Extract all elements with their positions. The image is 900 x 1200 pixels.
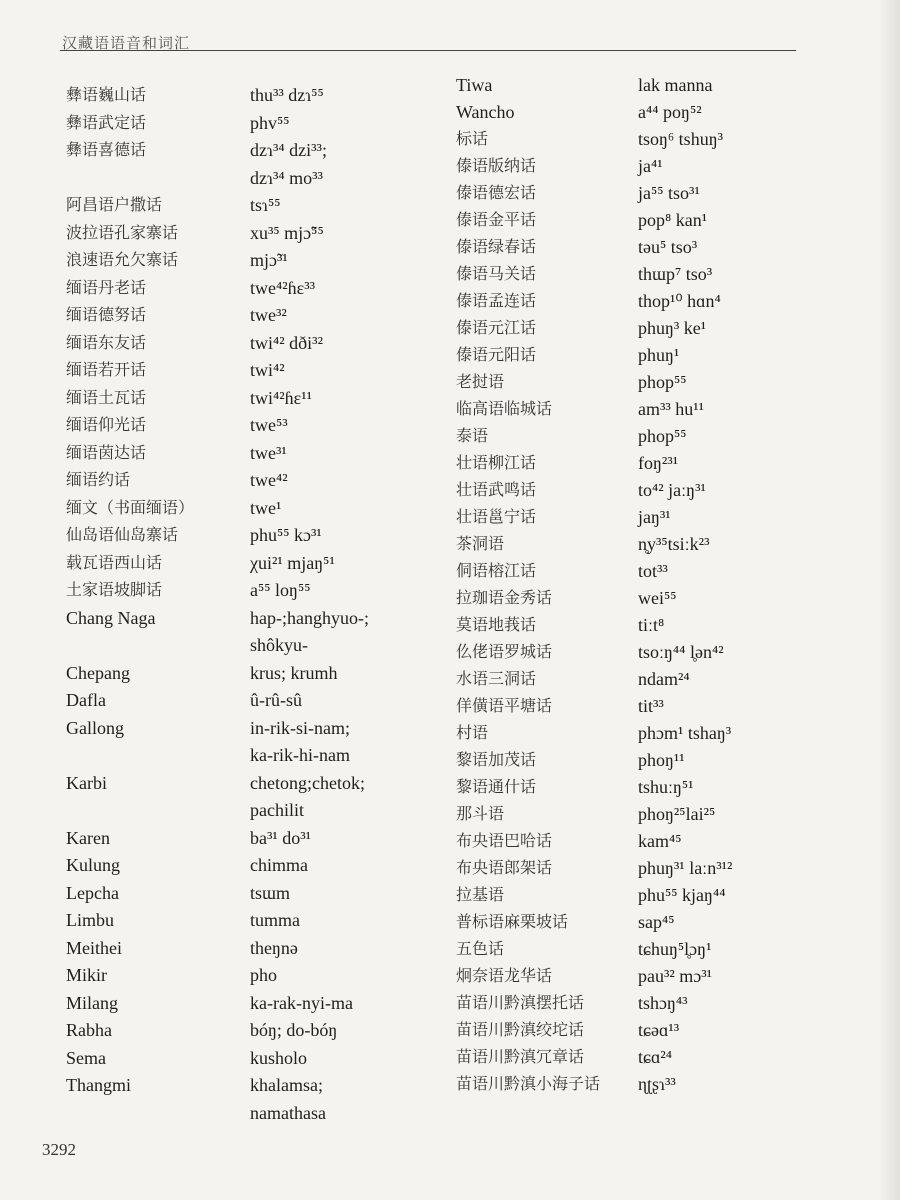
language-name: 水语三洞话 — [456, 669, 537, 688]
word-form: bóŋ; do-bóŋ — [250, 1020, 338, 1040]
language-name: 老挝语 — [456, 372, 505, 391]
language-name: 标话 — [456, 129, 489, 148]
word-form: am³³ hu¹¹ — [638, 399, 705, 419]
word-form: to⁴² jaːŋ³¹ — [638, 480, 706, 500]
word-form: tit³³ — [638, 696, 664, 716]
word-form: tsoŋ⁶ tshuŋ³ — [638, 129, 723, 149]
word-form: tshuːŋ⁵¹ — [638, 777, 694, 797]
word-form: tɕhuŋ⁵l̥ɔŋ¹ — [638, 939, 712, 959]
language-name: Karen — [66, 827, 110, 848]
language-name: Meithei — [66, 937, 122, 958]
language-name: Chepang — [66, 662, 130, 683]
language-name: 缅语丹老话 — [66, 277, 147, 297]
language-name: 土家语坡脚话 — [66, 580, 163, 599]
word-form: pho — [250, 965, 277, 985]
language-name: 傣语元阳话 — [456, 345, 537, 364]
word-form: ja⁴¹ — [638, 156, 663, 176]
language-name: 黎语加茂话 — [456, 750, 537, 769]
language-name: 壮语武鸣话 — [456, 480, 537, 499]
word-form: tsɿ⁵⁵ — [250, 195, 281, 215]
language-name: 彝语喜德话 — [66, 140, 147, 159]
language-name: 傣语德宏话 — [456, 183, 537, 202]
word-form: krus; krumh — [250, 662, 338, 683]
word-form: thu³³ dzɿ⁵⁵ — [250, 85, 324, 105]
language-name: Chang Naga — [66, 607, 156, 628]
word-form: twi⁴²ɦɛ¹¹ — [250, 387, 313, 408]
language-name: 缅语德努话 — [66, 305, 147, 324]
language-name: 茶洞语 — [456, 534, 505, 553]
language-name: 苗语川黔滇摆托话 — [456, 993, 585, 1012]
page-edge-shadow — [878, 0, 900, 1200]
language-name: Limbu — [66, 910, 114, 930]
word-form: pau³² mɔ³¹ — [638, 966, 713, 986]
language-name: 缅语仰光话 — [66, 415, 147, 434]
language-name: 壮语柳江话 — [456, 453, 537, 472]
language-name: 傣语版纳话 — [456, 156, 537, 175]
language-name: 阿昌语户撒话 — [66, 195, 163, 214]
word-form: tshɔŋ⁴³ — [638, 993, 688, 1013]
language-name: 缅语土瓦话 — [66, 387, 147, 407]
language-name: 傣语孟连话 — [456, 291, 537, 310]
language-name: 那斗语 — [456, 804, 505, 823]
word-form: foŋ²³¹ — [638, 453, 679, 473]
word-form: tsɯm — [250, 882, 291, 903]
language-name: 傣语元江话 — [456, 318, 537, 337]
word-form: mjɔ̃³¹ — [250, 250, 288, 270]
language-name: Milang — [66, 992, 118, 1013]
language-name: 载瓦语西山话 — [66, 552, 163, 572]
running-head: 汉藏语语音和词汇 — [62, 34, 191, 52]
word-form: jaŋ³¹ — [638, 507, 671, 527]
language-name: 拉珈语金秀话 — [456, 588, 553, 607]
word-form: twi⁴² dði³² — [250, 332, 323, 353]
language-name: 缅语东友话 — [66, 332, 147, 352]
word-form: kam⁴⁵ — [638, 831, 682, 851]
word-form: phop⁵⁵ — [638, 372, 687, 392]
language-name: 炯奈语龙华话 — [456, 966, 553, 985]
language-name: 彝语武定话 — [66, 112, 147, 132]
word-form: phoŋ²⁵lai²⁵ — [638, 804, 716, 824]
language-name: 侗语榕江话 — [456, 561, 537, 580]
word-form: dzɿ³⁴ mo³³ — [250, 167, 323, 188]
language-name: 缅语茵达话 — [66, 442, 147, 462]
language-name: 莫语地莪话 — [456, 615, 537, 634]
language-name: 村语 — [456, 723, 489, 742]
language-name: 布央语郎架话 — [456, 858, 553, 877]
language-name: Karbi — [66, 772, 107, 793]
language-name: 傣语金平话 — [456, 210, 537, 229]
language-name: Lepcha — [66, 882, 119, 903]
word-form: twe³² — [250, 305, 287, 325]
word-form: χui²¹ mjaŋ⁵¹ — [250, 552, 335, 573]
language-name: 缅文（书面缅语） — [66, 497, 195, 517]
language-name: 浪速语允欠寨话 — [66, 250, 179, 269]
word-form: thop¹⁰ hɑn⁴ — [638, 291, 721, 311]
word-form: ka-rak-nyi-ma — [250, 992, 353, 1013]
language-name: Kulung — [66, 855, 120, 875]
word-form: təu⁵ tso³ — [638, 237, 698, 257]
page-number: 3292 — [42, 1140, 76, 1159]
word-form: phop⁵⁵ — [638, 426, 687, 446]
language-name: Gallong — [66, 717, 124, 738]
word-form: ndam²⁴ — [638, 669, 690, 689]
language-name: Rabha — [66, 1020, 112, 1040]
word-form: phuŋ³¹ laːn³¹² — [638, 858, 733, 878]
word-form: chimma — [250, 855, 308, 875]
language-name: 黎语通什话 — [456, 777, 537, 796]
language-name: 布央语巴哈话 — [456, 831, 553, 850]
word-form: twe⁴² — [250, 470, 288, 490]
word-form: shôkyu- — [250, 635, 308, 655]
language-name: 苗语川黔滇冗章话 — [456, 1047, 585, 1066]
word-form: pachilit — [250, 800, 304, 820]
word-form: sap⁴⁵ — [638, 912, 675, 932]
language-name: 傣语绿春话 — [456, 237, 537, 256]
language-name: 仫佬语罗城话 — [456, 642, 553, 661]
word-form: phuŋ³ ke¹ — [638, 318, 707, 338]
language-name: Sema — [66, 1047, 106, 1068]
word-form: twi⁴² — [250, 360, 285, 380]
language-name: 临高语临城话 — [456, 399, 553, 418]
word-form: phoŋ¹¹ — [638, 750, 685, 770]
language-name: 佯僙语平塘话 — [456, 696, 553, 715]
language-name: Tiwa — [456, 75, 493, 95]
language-name: Dafla — [66, 690, 106, 710]
language-name: 波拉语孔家寨话 — [66, 222, 179, 242]
language-name: Wancho — [456, 102, 515, 122]
word-form: phuŋ¹ — [638, 345, 680, 365]
word-form: lak manna — [638, 75, 713, 95]
word-form: n̥y³⁵tsiːk²³ — [638, 534, 710, 554]
word-form: chetong;chetok; — [250, 772, 365, 793]
word-form: ka-rik-hi-nam — [250, 745, 350, 765]
word-form: pop⁸ kan¹ — [638, 210, 708, 230]
word-form: phɔm¹ tshaŋ³ — [638, 723, 732, 743]
word-form: ɳʈʂɿ³³ — [638, 1074, 676, 1094]
word-form: tɕɑ²⁴ — [638, 1047, 673, 1067]
language-name: Thangmi — [66, 1075, 131, 1095]
language-name: 彝语巍山话 — [66, 85, 147, 104]
word-form: û-rû-sû — [250, 690, 302, 710]
word-form: tsoːŋ⁴⁴ l̥ən⁴² — [638, 642, 724, 662]
word-form: in-rik-si-nam; — [250, 717, 350, 738]
language-name: 仙岛语仙岛寨话 — [66, 525, 179, 544]
word-form: tɕəɑ¹³ — [638, 1020, 680, 1040]
word-form: phu⁵⁵ kjaŋ⁴⁴ — [638, 885, 726, 905]
word-form: a⁴⁴ poŋ⁵² — [638, 102, 702, 122]
word-form: hap-;hanghyuo-; — [250, 607, 369, 628]
language-name: 苗语川黔滇绞坨话 — [456, 1020, 585, 1039]
word-form: thɯp⁷ tso³ — [638, 264, 713, 284]
word-form: wei⁵⁵ — [638, 588, 677, 608]
word-form: tumma — [250, 910, 300, 930]
language-name: 傣语马关话 — [456, 264, 537, 283]
language-name: 壮语邕宁话 — [456, 507, 537, 526]
word-form: phv⁵⁵ — [250, 112, 290, 133]
word-form: tot³³ — [638, 561, 668, 581]
word-form: tiːt⁸ — [638, 615, 665, 635]
word-form: ja⁵⁵ tso³¹ — [638, 183, 700, 203]
word-form: a⁵⁵ loŋ⁵⁵ — [250, 580, 311, 600]
word-form: twe³¹ — [250, 442, 287, 463]
language-name: 五色话 — [456, 939, 505, 958]
language-name: 泰语 — [456, 426, 489, 445]
word-form: xu³⁵ mjɔ̃⁵⁵ — [250, 222, 324, 243]
header-rule — [60, 50, 796, 51]
word-form: namathasa — [250, 1102, 326, 1123]
word-form: ba³¹ do³¹ — [250, 827, 312, 848]
word-form: phu⁵⁵ kɔ³¹ — [250, 525, 322, 545]
language-name: 缅语约话 — [66, 470, 131, 489]
language-name: 苗语川黔滇小海子话 — [456, 1074, 601, 1093]
language-name: 缅语若开话 — [66, 360, 147, 379]
word-form: theŋnə — [250, 937, 298, 958]
word-form: twe⁴²ɦɛ³³ — [250, 277, 316, 298]
language-name: 普标语麻栗坡话 — [456, 912, 569, 931]
language-name: Mikir — [66, 965, 108, 985]
word-form: khalamsa; — [250, 1075, 323, 1095]
word-form: kusholo — [250, 1047, 308, 1068]
word-form: twe¹ — [250, 497, 282, 518]
word-form: dzɿ³⁴ dzi³³; — [250, 140, 327, 160]
language-name: 拉基语 — [456, 885, 505, 904]
word-form: twe⁵³ — [250, 415, 288, 435]
